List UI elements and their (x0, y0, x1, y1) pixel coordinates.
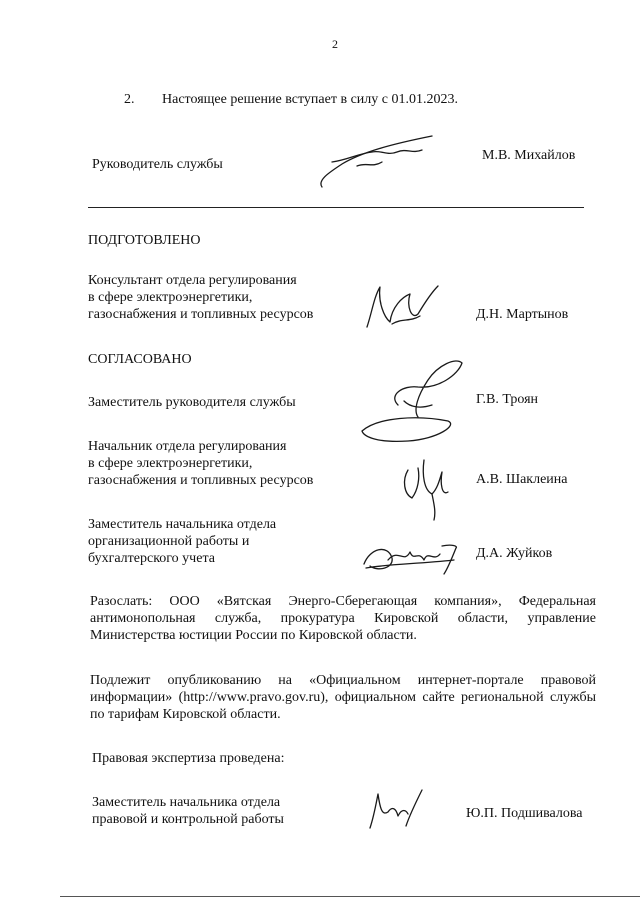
page-number: 2 (332, 37, 338, 51)
distribution-text: Разослать: ООО «Вятская Энерго-Сберегающая компания», Федеральная антимонопольная служба, прокуратура Кировской области, управление Министерства юстиции России по Кировской области. (90, 594, 596, 643)
legal-title (92, 794, 284, 828)
agreed-heading: СОГЛАСОВАНО (88, 352, 192, 367)
signature-troyan (358, 355, 470, 447)
signature-mikhailov (312, 132, 442, 192)
title-line: Начальник отдела регулирования (88, 439, 287, 454)
title-line: Заместитель начальника отдела (92, 795, 281, 810)
head-title: Руководитель службы (92, 157, 223, 172)
title-line: газоснабжения и топливных ресурсов (88, 473, 314, 488)
signer-3-name: Д.А. Жуйков (476, 546, 553, 561)
legal-heading: Правовая экспертиза проведена: (92, 751, 285, 766)
signer-3-title (88, 516, 276, 567)
bottom-edge-line (60, 896, 640, 897)
title-line: бухгалтерского учета (88, 551, 215, 566)
publication-text: Подлежит опубликованию на «Официальном интернет-портале правовой информации» (http://www.pravo.gov.ru), официальном сайте региональной службы по тарифам Кировской области. (90, 673, 596, 722)
title-line: правовой и контрольной работы (92, 812, 284, 827)
signature-podshivalova (366, 786, 426, 832)
prepared-title (88, 272, 313, 323)
title-line: газоснабжения и топливных ресурсов (88, 307, 314, 322)
signer-1-title (88, 394, 296, 411)
title-line: Заместитель начальника отдела (88, 517, 277, 532)
signature-shakleina (398, 450, 458, 522)
title-line: в сфере электроэнергетики, (88, 456, 253, 471)
signer-2-name: А.В. Шаклеина (476, 472, 568, 487)
prepared-heading: ПОДГОТОВЛЕНО (88, 233, 201, 248)
clause-text: Настоящее решение вступает в силу с 01.01.2023. (162, 92, 458, 107)
signer-2-title (88, 438, 313, 489)
head-name: М.В. Михайлов (482, 148, 576, 163)
title-line: организационной работы и (88, 534, 250, 549)
signer-1-name: Г.В. Троян (476, 392, 539, 407)
clause-number: 2. (124, 92, 135, 107)
title-line: Заместитель руководителя службы (88, 395, 296, 410)
title-line: Консультант отдела регулирования (88, 273, 297, 288)
signature-zhuikov (358, 534, 462, 578)
signature-martynov (362, 282, 442, 332)
legal-name: Ю.П. Подшивалова (466, 806, 583, 821)
separator-line (88, 207, 584, 208)
prepared-name: Д.Н. Мартынов (476, 307, 569, 322)
title-line: в сфере электроэнергетики, (88, 290, 253, 305)
